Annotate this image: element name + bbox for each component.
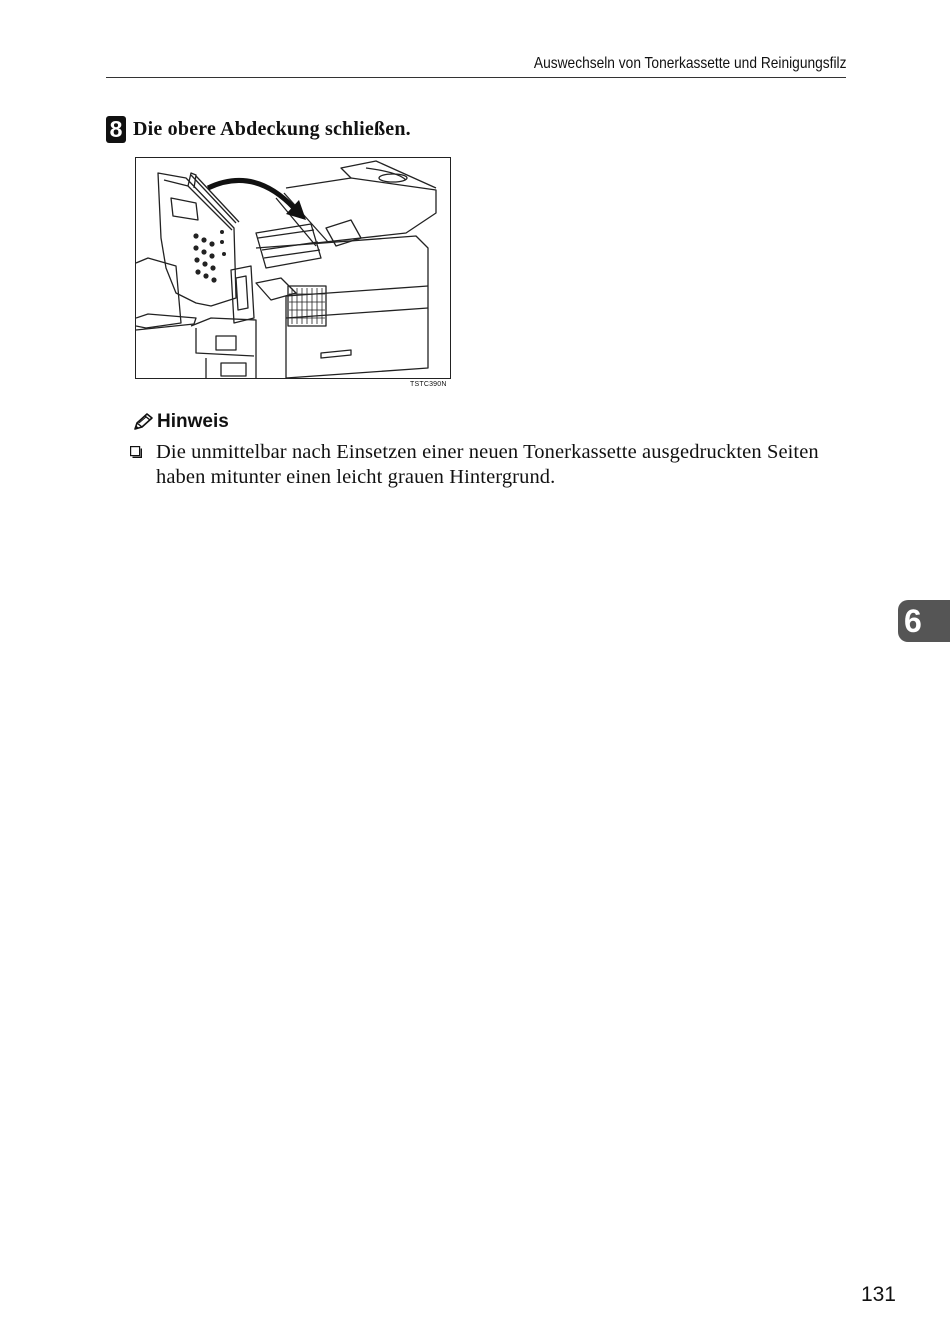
page-number: 131 (860, 1283, 896, 1306)
chapter-tab: 6 (898, 600, 950, 642)
checkbox-icon (130, 446, 142, 458)
note-title: Hinweis (157, 411, 229, 432)
figure-code: TSTC390N (410, 381, 447, 388)
note-list-item (130, 440, 852, 490)
running-head: Auswechseln von Tonerkassette und Reinigungsfilz (533, 55, 846, 72)
pencil-icon (132, 412, 154, 432)
step-instruction: Die obere Abdeckung schließen. (133, 118, 411, 140)
printer-illustration (135, 157, 451, 379)
printer-drawing (136, 158, 450, 378)
header-rule (106, 77, 846, 78)
step-heading (106, 116, 411, 143)
note-text: Die unmittelbar nach Einsetzen einer neuen Tonerkassette ausgedruckten Seiten haben mitunter einen leicht grauen Hintergrund. (156, 441, 819, 488)
step-number-badge: 8 (106, 116, 126, 143)
note-heading (132, 411, 229, 433)
